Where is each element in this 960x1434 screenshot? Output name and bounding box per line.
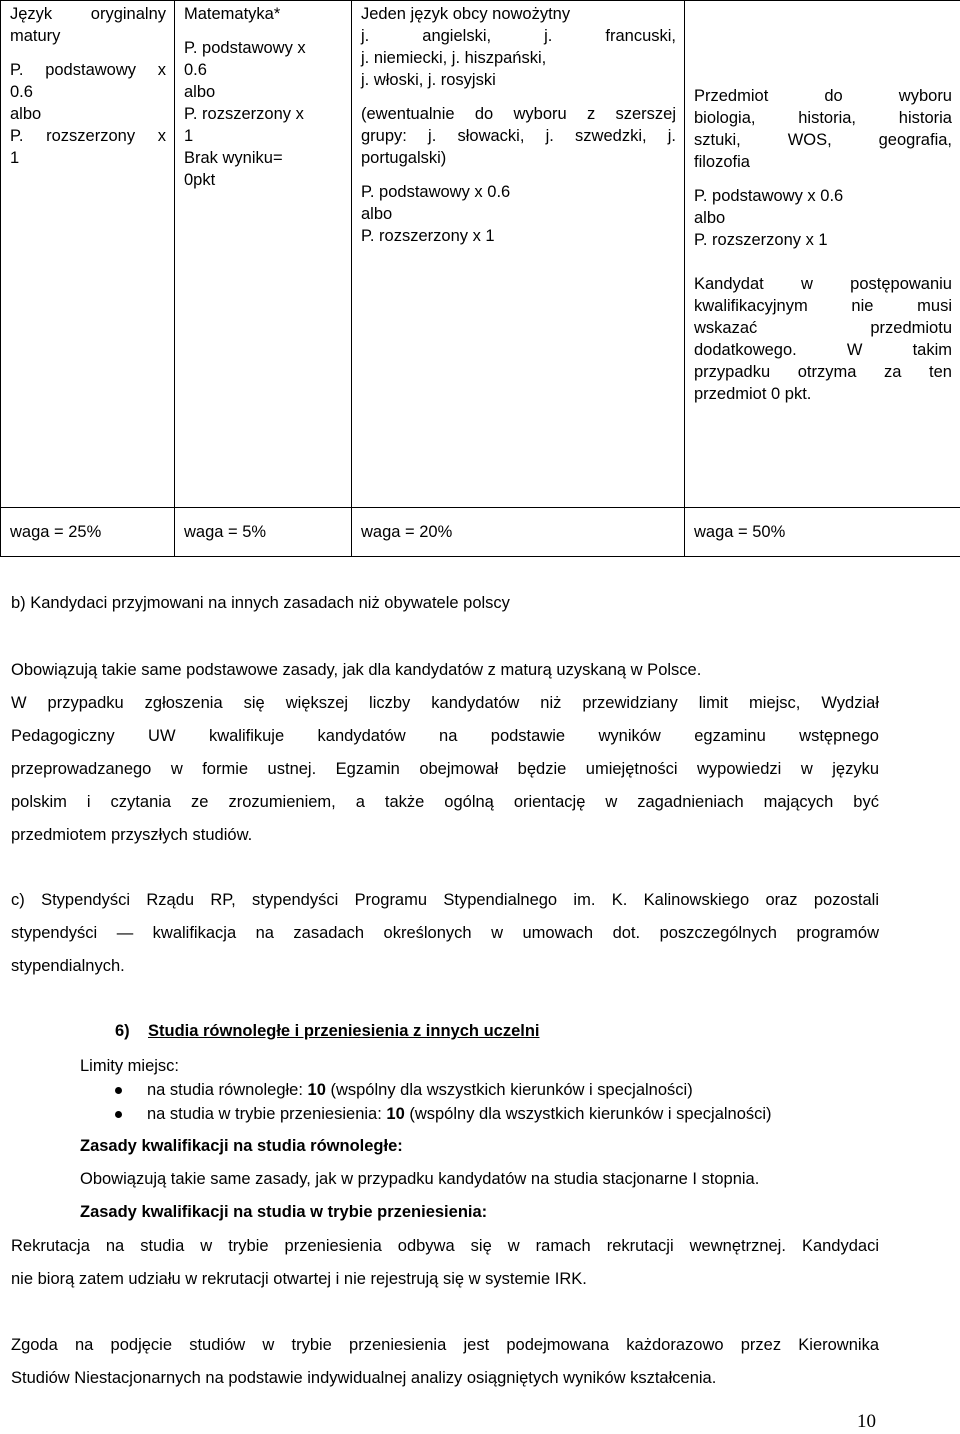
limit-label: na studia w trybie przeniesienia: (147, 1105, 387, 1123)
cell-text: j. niemiecki, j. hiszpański, (361, 49, 547, 67)
limit-note: (wspólny dla wszystkich kierunków i specjalności) (325, 1081, 693, 1099)
parallel-heading: Zasady kwalifikacji na studia równoległe: (80, 1137, 403, 1155)
paragraph-line: Rekrutacja na studia w trybie przeniesienia odbywa się w ramach rekrutacji wewnętrznej. Kandydaci (11, 1237, 879, 1255)
cell-text: 1 (184, 127, 194, 145)
weight-elective: waga = 50% (685, 508, 960, 557)
page-number: 10 (857, 1411, 876, 1432)
cell-text: matury (10, 27, 61, 45)
paragraph-line: Pedagogiczny UW kwalifikuje kandydatów na podstawie wyników egzaminu wstępnego (11, 727, 879, 745)
word: x (157, 127, 166, 145)
section-b-line-1: Obowiązują takie same podstawowe zasady, jak dla kandydatów z maturą uzyskaną w Polsce. (11, 661, 702, 679)
word: W (846, 341, 863, 359)
word: j. (361, 27, 370, 45)
paragraph-line: przedmiotem przyszłych studiów. (11, 826, 253, 844)
section-number: 6) (115, 1022, 130, 1040)
criteria-table (0, 0, 960, 557)
cell-text: 1 (10, 149, 20, 167)
cell-text: 0.6 (184, 61, 207, 79)
limits-list (80, 1078, 772, 1126)
cell-text: albo (10, 105, 42, 123)
word: j. (545, 127, 554, 145)
word: ten (929, 363, 952, 381)
paragraph-line: c) Stypendyści Rządu RP, stypendyści Programu Stypendialnego im. K. Kalinowskiego oraz pozostali (11, 891, 879, 909)
cell-text: Jeden język obcy nowożytny (361, 5, 571, 23)
paragraph-line: Zgoda na podjęcie studiów w trybie przeniesienia jest podejmowana każdorazowo przez Kierownika (11, 1336, 879, 1354)
word: j. (667, 127, 677, 145)
limit-value: 10 (386, 1105, 405, 1123)
list-item (80, 1102, 772, 1126)
word: wyboru (898, 87, 952, 105)
word: w (800, 275, 813, 293)
word: historia, (798, 109, 857, 127)
word: podstawowy (45, 61, 137, 79)
cell-text: P. rozszerzony x (184, 105, 304, 123)
word: rozszerzony (46, 127, 136, 145)
bullet-icon (115, 1087, 122, 1094)
cell-text: albo (184, 83, 216, 101)
cell-text: Brak wyniku= (184, 149, 283, 167)
paragraph-line: stypendyści — kwalifikacja na zasadach określonych w umowach dot. poszczególnych programów (11, 924, 879, 942)
cell-text: P. podstawowy x 0.6 (694, 187, 844, 205)
cell-text: 0.6 (10, 83, 33, 101)
word: wyboru (513, 105, 567, 123)
section-b-heading: b) Kandydaci przyjmowani na innych zasadach niż obywatele polscy (11, 594, 510, 612)
cell-text: 0pkt (184, 171, 216, 189)
list-item (80, 1078, 772, 1102)
word: szerszej (615, 105, 677, 123)
word: przedmiotu (870, 319, 952, 337)
paragraph-line: polskim i czytania ze zrozumieniem, a także ogólną orientację w zagadnieniach mających być (11, 793, 879, 811)
word: słowacki, (457, 127, 525, 145)
word: P. (10, 61, 24, 79)
word: takim (912, 341, 952, 359)
limit-value: 10 (307, 1081, 326, 1099)
cell-text: albo (361, 205, 393, 223)
word: WOS, (787, 131, 832, 149)
limits-label: Limity miejsc: (80, 1057, 180, 1075)
word: szwedzki, (575, 127, 647, 145)
weight-math: waga = 5% (175, 508, 352, 557)
paragraph-line: przeprowadzanego w formie ustnej. Egzamin obejmował będzie umiejętności wypowiedzi w języku (11, 760, 879, 778)
word: grupy: (361, 127, 407, 145)
word: geografia, (878, 131, 952, 149)
weight-foreign-language: waga = 20% (352, 508, 685, 557)
word: sztuki, (694, 131, 741, 149)
word: francuski, (605, 27, 676, 45)
cell-text: Matematyka* (184, 5, 281, 23)
cell-text: P. podstawowy x (184, 39, 306, 57)
limit-label: na studia równoległe: (147, 1081, 308, 1099)
cell-text: albo (694, 209, 726, 227)
word: (ewentualnie (361, 105, 455, 123)
word: Przedmiot (694, 87, 769, 105)
word: nie (851, 297, 874, 315)
weight-language: waga = 25% (1, 508, 175, 557)
cell-text: j. włoski, j. rosyjski (361, 71, 496, 89)
paragraph-line: Studiów Niestacjonarnych na podstawie indywidualnej analizy osiągniętych wyników kształcenia. (11, 1369, 717, 1387)
word: j. (428, 127, 437, 145)
paragraph-line: nie biorą zatem udziału w rekrutacji otwartej i nie rejestrują się w systemie IRK. (11, 1270, 587, 1288)
transfer-paragraph (11, 1230, 879, 1296)
section-b-paragraph (11, 687, 879, 852)
parallel-text: Obowiązują takie same zasady, jak w przypadku kandydatów na studia stacjonarne I stopnia. (80, 1170, 760, 1188)
cell-text: P. rozszerzony x 1 (361, 227, 495, 245)
cell-text: filozofia (694, 153, 750, 171)
word: otrzyma (797, 363, 857, 381)
word: historia (898, 109, 952, 127)
cell-language (1, 1, 175, 508)
cell-elective-subject (685, 1, 960, 508)
word: x (157, 61, 166, 79)
cell-text: portugalski) (361, 149, 447, 167)
word: wskazać (694, 319, 758, 337)
section-c-paragraph (11, 884, 879, 983)
section-6-heading (115, 1022, 540, 1041)
word: j. (544, 27, 553, 45)
word: za (884, 363, 902, 381)
word: postępowaniu (850, 275, 952, 293)
word: Język (10, 5, 53, 23)
cell-foreign-language (352, 1, 685, 508)
cell-math (175, 1, 352, 508)
word: musi (917, 297, 952, 315)
word: kwalifikacyjnym (694, 297, 808, 315)
word: do (824, 87, 843, 105)
word: dodatkowego. (694, 341, 797, 359)
cell-text: P. podstawowy x 0.6 (361, 183, 511, 201)
word: Kandydat (694, 275, 764, 293)
word: angielski, (422, 27, 492, 45)
word: przypadku (694, 363, 771, 381)
word: oryginalny (90, 5, 166, 23)
word: z (586, 105, 596, 123)
paragraph-line: W przypadku zgłoszenia się większej liczby kandydatów niż przewidziany limit miejsc, Wydział (11, 694, 879, 712)
word: do (474, 105, 494, 123)
limit-note: (wspólny dla wszystkich kierunków i specjalności) (404, 1105, 772, 1123)
section-title: Studia równoległe i przeniesienia z innych uczelni (148, 1022, 540, 1040)
transfer-heading: Zasady kwalifikacji na studia w trybie przeniesienia: (80, 1203, 488, 1221)
cell-text: przedmiot 0 pkt. (694, 385, 812, 403)
consent-paragraph (11, 1329, 879, 1395)
word: biologia, (694, 109, 756, 127)
word: P. (10, 127, 24, 145)
paragraph-line: stypendialnych. (11, 957, 125, 975)
cell-text: P. rozszerzony x 1 (694, 231, 828, 249)
bullet-icon (115, 1111, 122, 1118)
